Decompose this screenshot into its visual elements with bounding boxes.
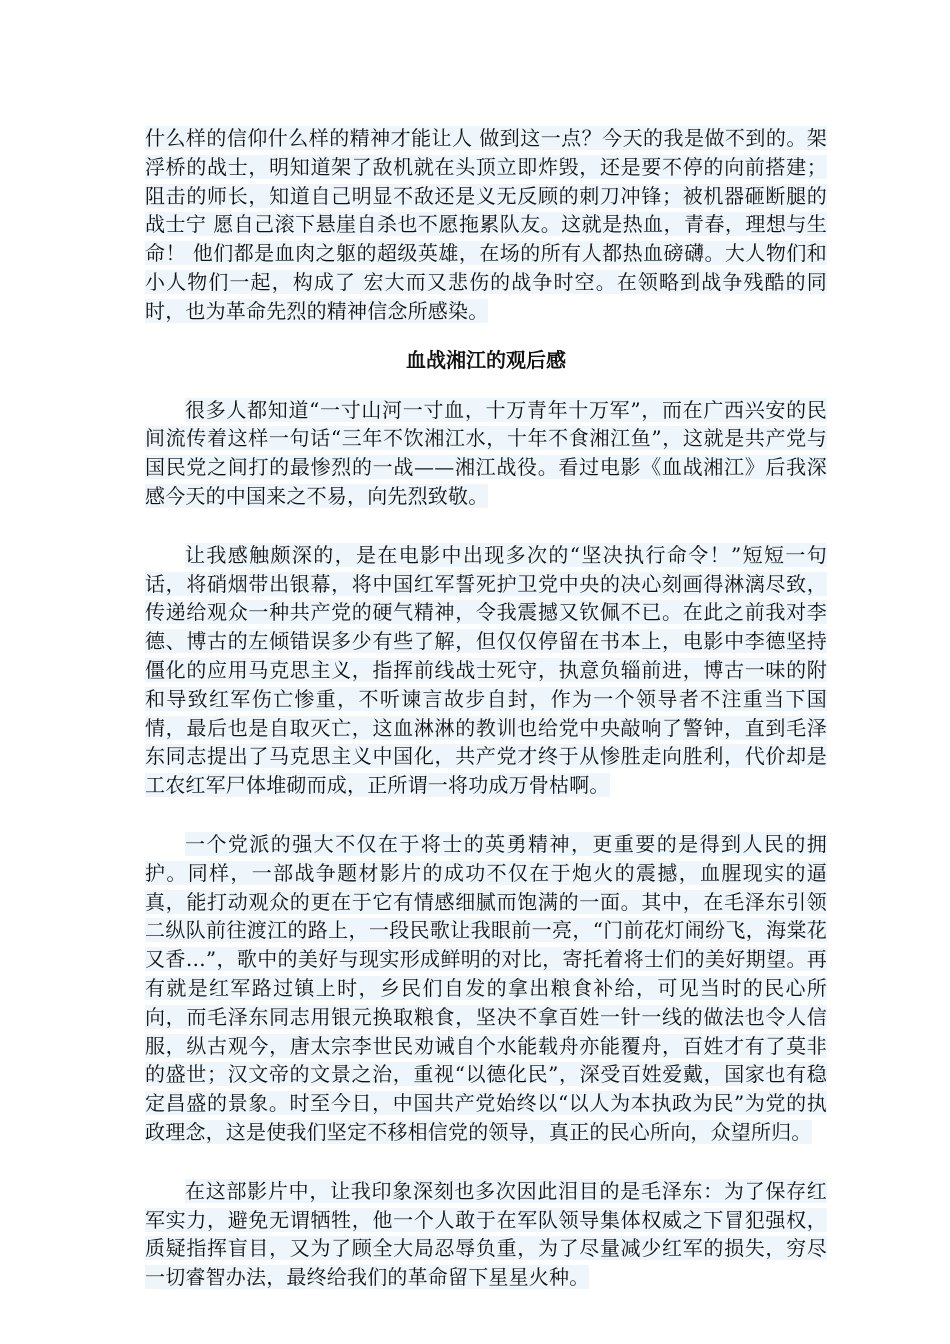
document-title: 血战湘江的观后感 bbox=[406, 347, 566, 372]
paragraph-2-text: 让我感触颇深的，是在电影中出现多次的“坚决执行命令！”短短一句话，将硝烟带出银幕，将中国红军誓死护卫党中央的决心刻画得淋漓尽致，传递给观众一种共产党的硬气精神，令我震撼又钦佩不已。在此之前我对李德、博古的左倾错误多少有些了解，但仅仅停留在书本上，电影中李德坚持僵化的应用马克思主义，指挥前线战士死守，执意负辎前进，博古一味的附和导致红军伤亡惨重，不听谏言故步自封，作为一个领导者不注重当下国情，最后也是自取灭亡，这血淋淋的教训也给党中央敲响了警钟，直到毛泽东同志提出了马克思主义中国化，共产党才终于从惨胜走向胜利，代价却是工农红军尸体堆砌而成，正所谓一将功成万骨枯啊。 bbox=[145, 542, 827, 798]
paragraph-4 bbox=[145, 1177, 827, 1292]
paragraph-4-text: 在这部影片中，让我印象深刻也多次因此泪目的是毛泽东：为了保存红军实力，避免无谓牺牲，他一个人敢于在军队领导集体权威之下冒犯强权，质疑指挥盲目，又为了顾全大局忍辱负重，为了尽量减少红军的损失，穷尽一切睿智办法，最终给我们的革命留下星星火种。 bbox=[145, 1178, 827, 1290]
paragraph-spacer bbox=[145, 511, 827, 541]
paragraph-spacer bbox=[145, 1147, 827, 1177]
paragraph-2 bbox=[145, 541, 827, 800]
paragraph-3-text: 一个党派的强大不仅在于将士的英勇精神，更重要的是得到人民的拥护。同样，一部战争题材影片的成功不仅在于炮火的震撼，血腥现实的逼真，能打动观众的更在于它有情感细腻而饱满的一面。其中，在毛泽东引领二纵队前往渡江的路上，一段民歌让我眼前一亮，“门前花灯闹纷飞，海棠花又香…”，歌中的美好与现实形成鲜明的对比，寄托着将士们的美好期望。再有就是红军路过镇上时，乡民们自发的拿出粮食补给，可见当时的民心所向，而毛泽东同志用银元换取粮食，坚决不拿百姓一针一线的做法也令人信服，纵古观今，唐太宗李世民劝诫自个水能载舟亦能覆舟，百姓才有了莫非的盛世；汉文帝的文景之治，重视“以德化民”，深受百姓爱戴，国家也有稳定昌盛的景象。时至今日，中国共产党始终以“以人为本执政为民”为党的执政理念，这是使我们坚定不移相信党的领导，真正的民心所向，众望所归。 bbox=[145, 831, 827, 1144]
intro-paragraph bbox=[145, 124, 827, 326]
intro-paragraph-text: 什么样的信仰什么样的精神才能让人 做到这一点？今天的我是做不到的。架浮桥的战士，明知道架了敌机就在头顶立即炸毁，还是要不停的向前搭建；阻击的师长，知道自己明显不敌还是义无反顾的刺刀冲锋；被机器砸断腿的战士宁 愿自己滚下悬崖自杀也不愿拖累队友。这就是热血，青春，理想与生命！ 他们都是血肉之躯的超级英雄，在场的所有人都热血磅礴。大人物们和小人物们一起，构成了 宏大而又悲伤的战争时空。在领略到战争残酷的同时，也为革命先烈的精神信念所感染。 bbox=[145, 126, 827, 323]
paragraph-3 bbox=[145, 830, 827, 1147]
paragraph-1 bbox=[145, 396, 827, 511]
paragraph-1-text: 很多人都知道“一寸山河一寸血，十万青年十万军”，而在广西兴安的民间流传着这样一句话“三年不饮湘江水，十年不食湘江鱼”，这就是共产党与国民党之间打的最惨烈的一战——湘江战役。看过电影《血战湘江》后我深感今天的中国来之不易，向先烈致敬。 bbox=[145, 397, 827, 508]
paragraph-spacer bbox=[145, 800, 827, 830]
document-body bbox=[145, 124, 827, 1292]
